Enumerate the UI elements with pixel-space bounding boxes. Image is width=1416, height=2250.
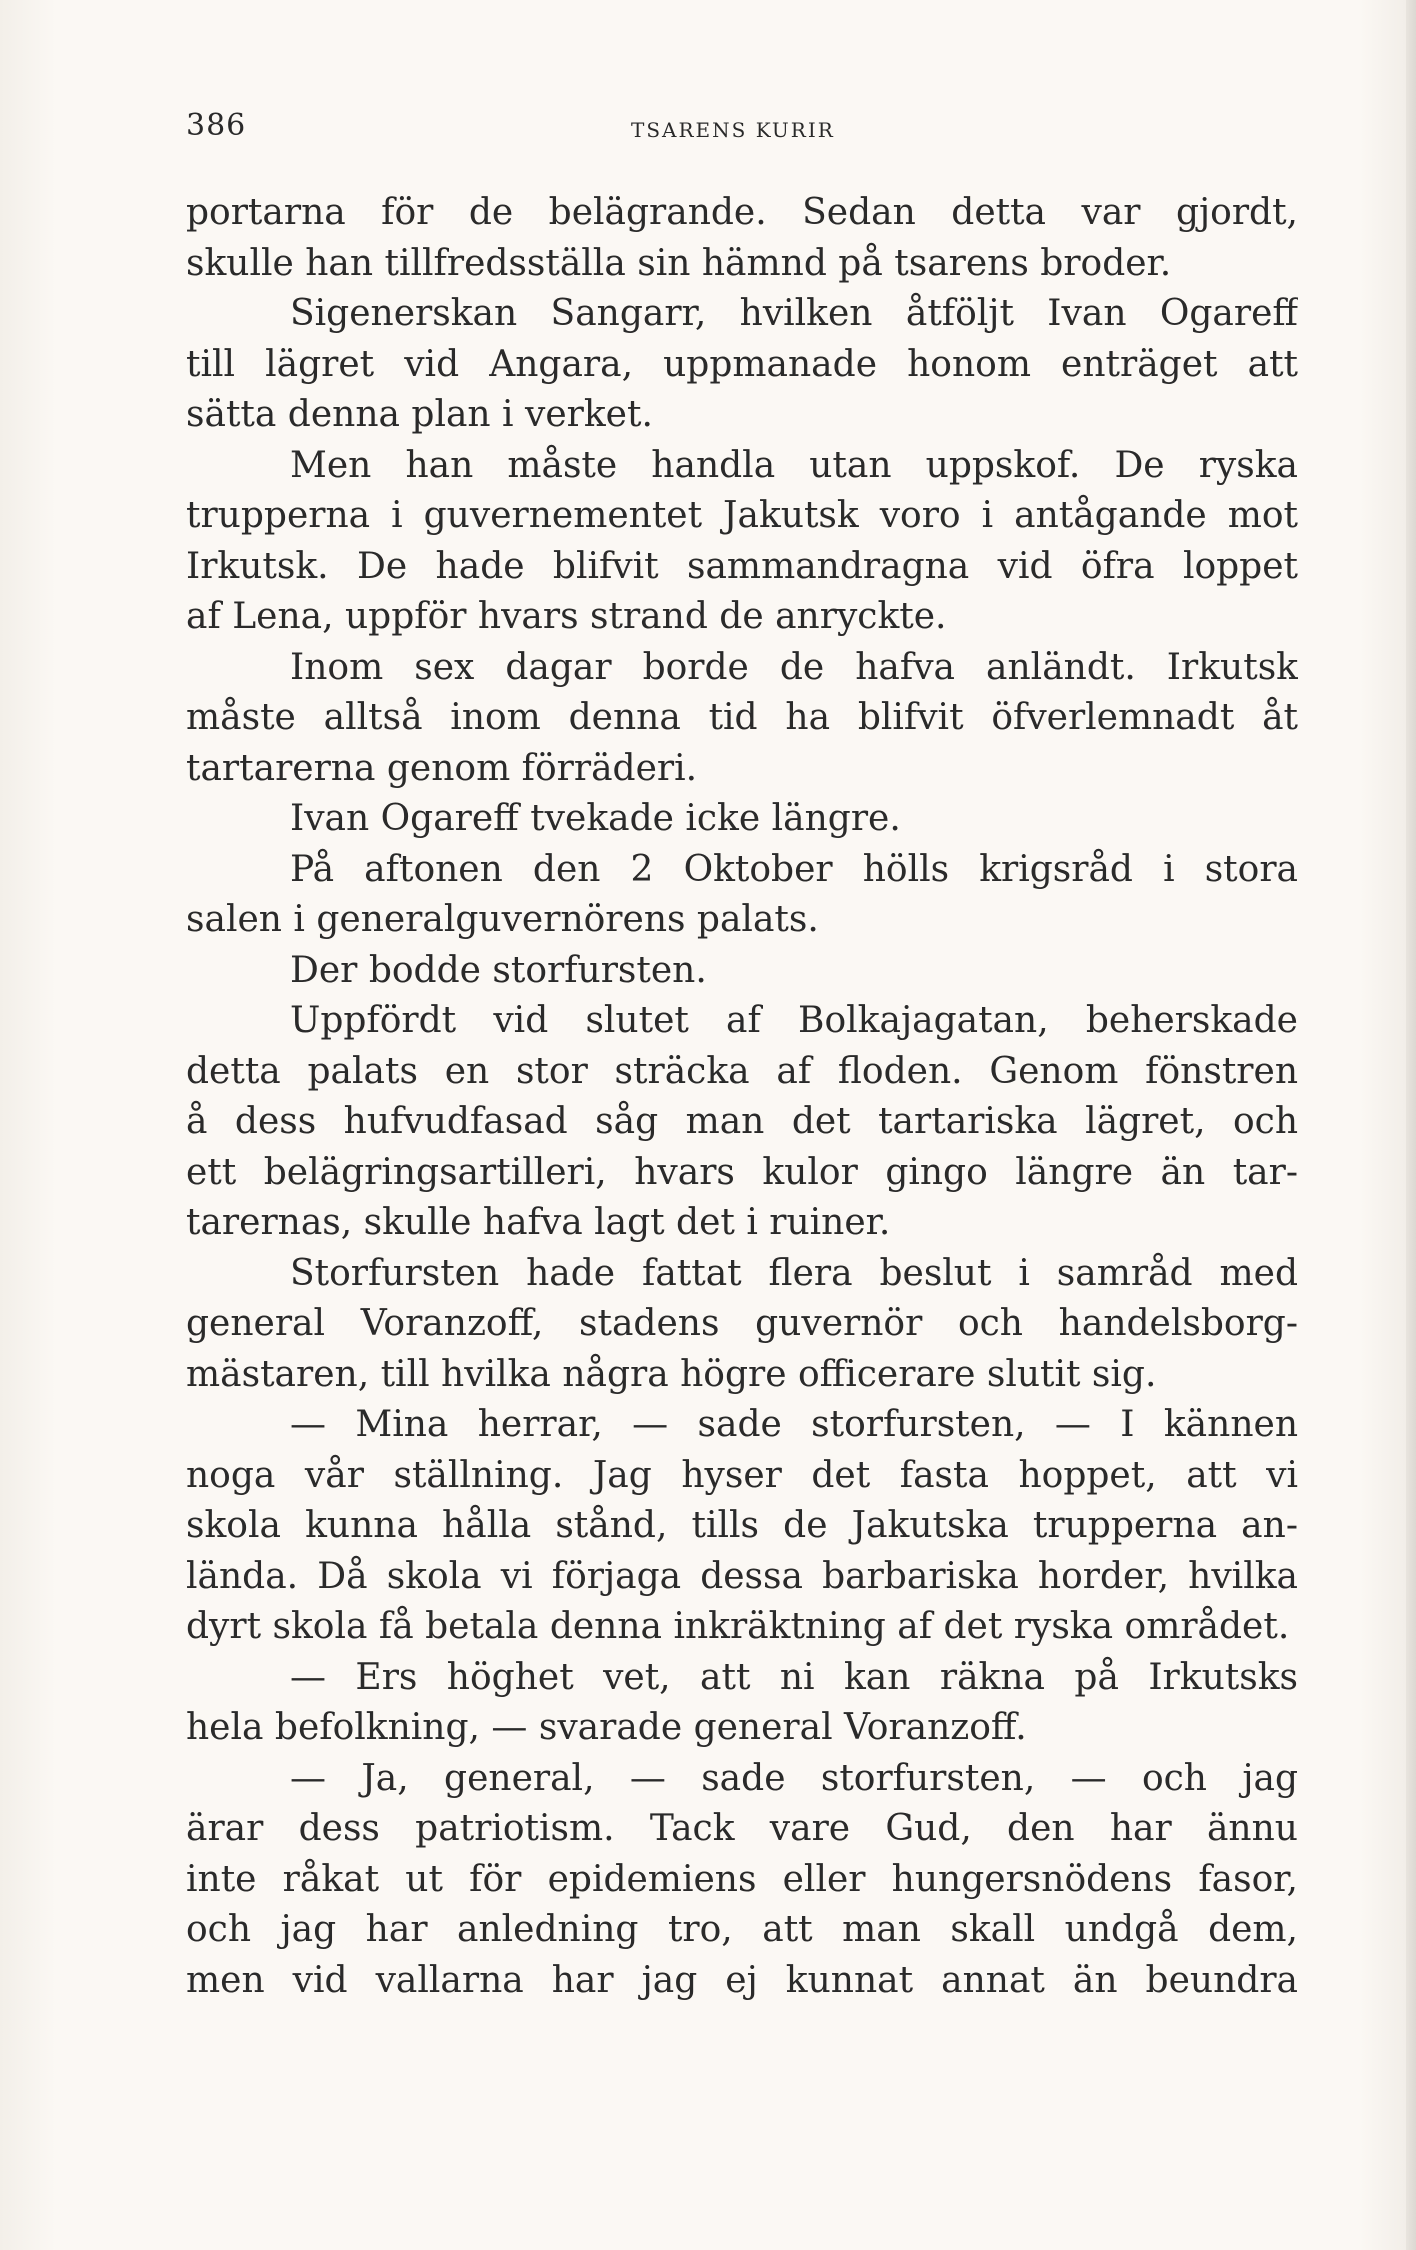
page-header <box>186 108 1306 148</box>
text-line: skola kunna hålla stånd, tills de Jakutska trupperna an- <box>186 1505 1298 1546</box>
text-line: hela befolkning, — svarade general Voranzoff. <box>186 1707 1027 1748</box>
text-line: Ivan Ogareff tvekade icke längre. <box>290 798 901 839</box>
text-line: tarernas, skulle hafva lagt det i ruiner. <box>186 1202 891 1243</box>
text-line: Sigenerskan Sangarr, hvilken åtföljt Ivan Ogareff <box>290 293 1298 334</box>
body-text <box>186 188 1298 2006</box>
text-line: dyrt skola få betala denna inkräktning af det ryska området. <box>186 1606 1290 1647</box>
text-line: portarna för de belägrande. Sedan detta var gjordt, <box>186 192 1298 233</box>
page-edge <box>1406 0 1416 2250</box>
text-line: tartarerna genom förräderi. <box>186 747 698 789</box>
text-line: ärar dess patriotism. Tack vare Gud, den har ännu <box>186 1808 1298 1849</box>
text-line: mästaren, till hvilka några högre officerare slutit sig. <box>186 1353 1157 1395</box>
text-line: general Voranzoff, stadens guvernör och handelsborg- <box>186 1303 1298 1344</box>
text-line: skulle han tillfredsställa sin hämnd på tsarens broder. <box>186 242 1172 284</box>
text-line: Inom sex dagar borde de hafva anländt. Irkutsk <box>290 646 1298 688</box>
text-line: å dess hufvudfasad såg man det tartariska lägret, och <box>186 1101 1298 1142</box>
text-line: sätta denna plan i verket. <box>186 394 653 435</box>
text-line: — Ers höghet vet, att ni kan räkna på Irkutsks <box>290 1656 1298 1698</box>
text-line: Storfursten hade fattat flera beslut i samråd med <box>290 1252 1298 1294</box>
text-line: — Ja, general, — sade storfursten, — och jag <box>290 1757 1298 1799</box>
page-number: 386 <box>186 108 247 143</box>
text-line: Irkutsk. De hade blifvit sammandragna vid öfra loppet <box>186 545 1298 587</box>
text-line: trupperna i guvernementet Jakutsk voro i antågande mot <box>186 495 1298 536</box>
text-line: inte råkat ut för epidemiens eller hungersnödens fasor, <box>186 1858 1298 1900</box>
text-line: och jag har anledning tro, att man skall undgå dem, <box>186 1909 1298 1950</box>
text-line: Uppfördt vid slutet af Bolkajagatan, beherskade <box>290 1000 1298 1041</box>
text-line: detta palats en stor sträcka af floden. Genom fönstren <box>186 1050 1298 1092</box>
text-line: lända. Då skola vi förjaga dessa barbariska horder, hvilka <box>186 1555 1298 1597</box>
text-line: — Mina herrar, — sade storfursten, — I kännen <box>290 1404 1298 1445</box>
text-line: till lägret vid Angara, uppmanade honom enträget att <box>186 343 1298 385</box>
text-line: af Lena, uppför hvars strand de anryckte. <box>186 596 947 637</box>
text-line: men vid vallarna har jag ej kunnat annat än beundra <box>186 1959 1298 2001</box>
text-line: måste alltså inom denna tid ha blifvit öfverlemnadt åt <box>186 697 1298 738</box>
running-head: TSARENS KURIR <box>631 118 835 142</box>
text-line: ett belägringsartilleri, hvars kulor gingo längre än tar- <box>186 1151 1298 1193</box>
text-line: noga vår ställning. Jag hyser det fasta hoppet, att vi <box>186 1454 1298 1496</box>
text-line: Men han måste handla utan uppskof. De ryska <box>290 444 1298 486</box>
text-line: salen i generalguvernörens palats. <box>186 899 819 940</box>
text-line: På aftonen den 2 Oktober hölls krigsråd i stora <box>290 848 1298 890</box>
text-line: Der bodde storfursten. <box>290 949 707 991</box>
